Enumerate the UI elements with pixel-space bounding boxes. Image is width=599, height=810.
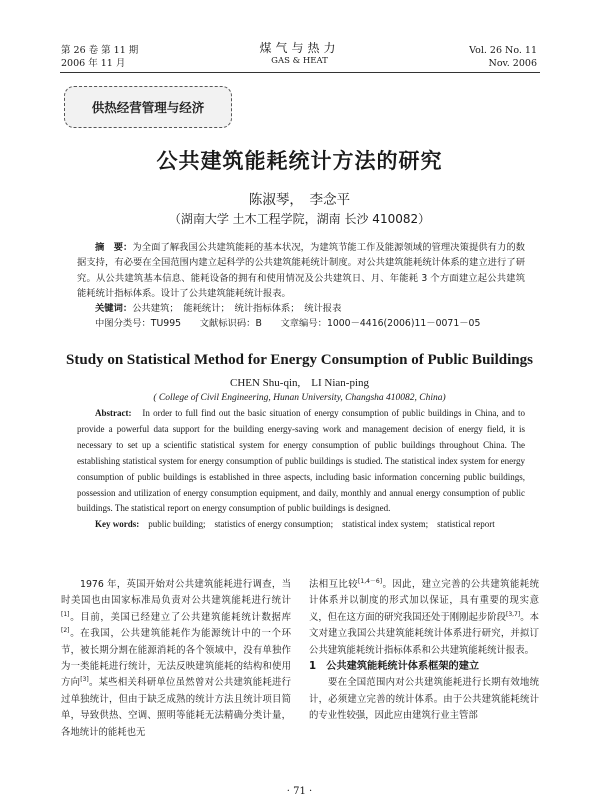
body-paragraph: [309, 577, 539, 659]
clc-label: 中图分类号：: [95, 318, 151, 330]
clc-value: TU995: [150, 318, 182, 330]
journal-name-en: GAS & HEAT: [271, 56, 328, 66]
authors-cn: 陈淑琴， 李念平: [248, 192, 351, 208]
doc-code-value: B: [255, 318, 262, 330]
article-title-en: Study on Statistical Method for Energy Consumption of Public Buildings: [66, 352, 533, 368]
body-column-left: [61, 577, 291, 741]
issue-date: 2006 年 11 月: [61, 58, 126, 69]
keywords-en: [77, 517, 525, 533]
body-paragraph: 要在全国范围内对公共建筑能耗进行长期有效地统计，必须建立完善的统计体系。由于公共建筑能耗统计的专业性较强，因此应由建筑行业主管部: [309, 677, 539, 722]
article-title-cn: 公共建筑能耗统计方法的研究: [156, 149, 443, 173]
page-number: · 71 ·: [286, 786, 313, 797]
volume-issue-en: Vol. 26 No. 11: [469, 45, 537, 56]
body-text: 。因此，建立完善的公共建筑能耗统计体系并以制度的形式加以保证，具有重要的现实意义，但在这方面的研究我国还处于刚刚起步阶段: [309, 579, 539, 623]
abstract-label-cn: 摘 要：: [95, 242, 133, 253]
citation-ref: [1,4－6]: [358, 578, 383, 585]
body-text: 。在我国，公共建筑能耗作为能源统计中的一个环节，被长期分割在能源消耗的各个领域中，没有单独作为一类能耗进行统计，无法反映建筑能耗的结构和使用方向: [61, 628, 291, 689]
citation-ref: [3]: [80, 676, 89, 684]
citation-ref: [2]: [61, 627, 70, 635]
body-column-right: [309, 577, 539, 725]
body-text: 1976 年，英国开始对公共建筑能耗进行调查，当时美国也由国家标准局负责对公共建筑能耗进行统计: [61, 579, 291, 607]
keywords-text-en: public building; statistics of energy consumption; statistical index system; statistical report: [148, 519, 495, 530]
citation-ref: [3,7]: [505, 610, 521, 618]
volume-issue: 第 26 卷 第 11 期: [61, 45, 139, 56]
affiliation-en: ( College of Civil Engineering, Hunan University, Changsha 410082, China): [153, 393, 446, 403]
abstract-en: [77, 406, 525, 517]
article-id-label: 文章编号：: [280, 318, 327, 330]
article-id-value: 1000－4416(2006)11－0071－05: [326, 318, 481, 330]
affiliation-cn: （湖南大学 土木工程学院，湖南 长沙 410082）: [168, 212, 431, 226]
body-text: 。本文对建立我国公共建筑能耗统计体系进行研究，并拟订公共建筑能耗统计指标体系和公共建筑能耗统计报表。: [309, 611, 539, 656]
abstract-text-cn: 为全面了解我国公共建筑能耗的基本状况，为建筑节能工作及能源领域的管理决策提供有力的数据支持，有必要在全国范围内建立起科学的公共建筑能耗统计制度。对公共建筑能耗统计体系的建立进行了研究。从公共建筑基本信息、能耗设备的拥有和使用情况及公共建筑日、月、年能耗 3 个方面建立起公共建筑能耗统计指标体系。设计了公共建筑能耗统计报表。: [77, 242, 525, 299]
journal-name-cn: 煤气与热力: [259, 41, 340, 55]
body-text: 法相互比较: [309, 579, 359, 590]
abstract-label-en: Abstract:: [95, 408, 132, 418]
citation-ref: [1]: [61, 610, 70, 618]
abstract-cn: [77, 240, 525, 301]
body-text: 。目前，美国已经建立了公共建筑能耗统计数据库: [69, 611, 291, 623]
section-heading: 1 公共建筑能耗统计体系框架的建立: [309, 661, 480, 673]
header-rule: [60, 72, 540, 73]
keywords-text-cn: 公共建筑； 能耗统计； 统计指标体系； 统计报表: [132, 303, 342, 315]
keywords-label-cn: 关键词：: [95, 303, 133, 315]
issue-date-en: Nov. 2006: [488, 58, 537, 69]
keywords-cn: [77, 301, 525, 316]
body-text: 。某些相关科研单位虽然曾对公共建筑能耗进行过单独统计，但由于缺乏成熟的统计方法且统计项目简单，导致供热、空调、照明等能耗无法精确分类计量，各地统计的能耗也无: [61, 677, 291, 738]
section-label-box: [64, 86, 232, 128]
body-paragraph: [61, 577, 291, 741]
authors-en: CHEN Shu-qin, LI Nian-ping: [229, 377, 369, 389]
doc-code-label: 文献标识码：: [199, 318, 256, 330]
abstract-block-en: [77, 406, 525, 533]
abstract-text-en: In order to full find out the basic situation of energy consumption of public buildings in China, and to provide a powerful data support for the building energy-saving work and management decision of energy field, it is necessary to set up a scientific statistical system for energy consumption of public buildings throughout China. The establishing statistical system for energy consumption of public buildings is studied. The statistical index system for energy consumption of public buildings is established in three aspects, including basic information concerning public buildings, possession and utilization of energy consumption equipment, and daily, monthly and annual energy consumption of public buildings. The statistical report on energy consumption of public buildings is designed.: [77, 408, 525, 514]
keywords-label-en: Key words:: [95, 519, 140, 530]
section-label: 供热经营管理与经济: [91, 100, 205, 115]
abstract-block-cn: [77, 240, 525, 332]
journal-issue-info-en: [469, 44, 537, 70]
classification-line: [77, 316, 525, 331]
